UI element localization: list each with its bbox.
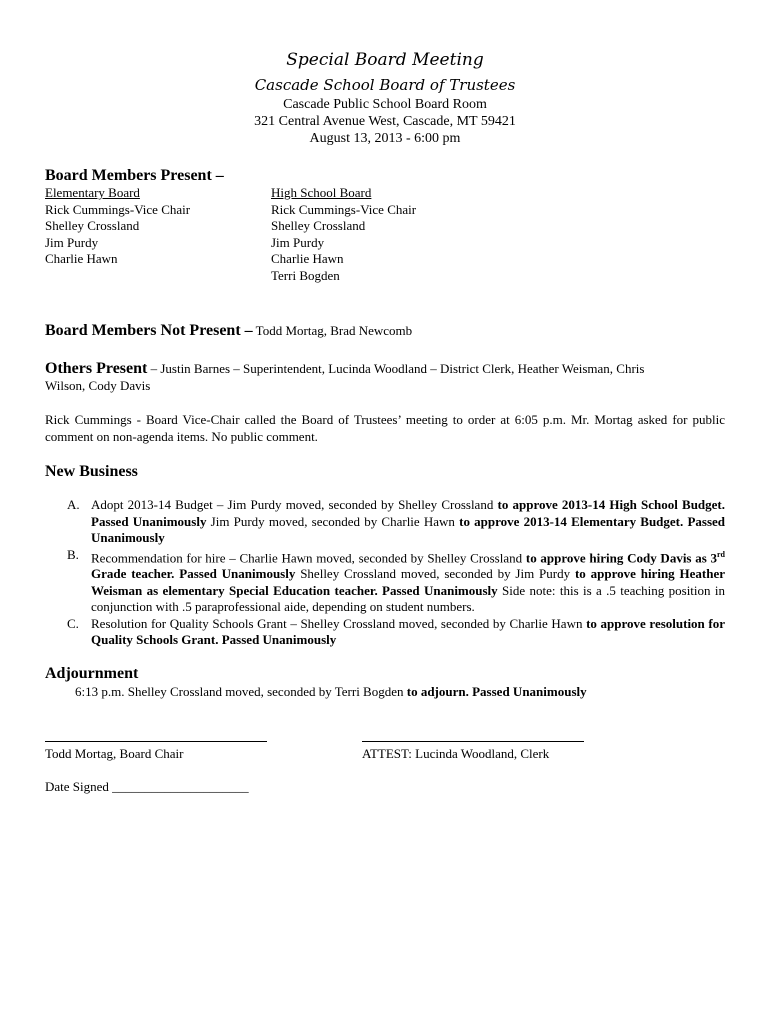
high-school-board-title: High School Board [271,185,372,200]
not-present-names: Todd Mortag, Brad Newcomb [252,323,413,338]
adjournment-text [75,684,587,701]
date-signed-field: Date Signed _____________________ [45,779,249,794]
item-text: Adopt 2013-14 Budget – Jim Purdy moved, seconded by Shelley Crossland [91,497,498,512]
item-letter: C. [67,615,79,631]
list-item: Rick Cummings-Vice Chair [271,201,417,217]
list-item: Charlie Hawn [271,251,344,266]
new-business-list [45,497,725,649]
list-item: Jim Purdy [45,234,99,250]
item-motion: to approve 2013-14 High School Budget. Passed Unanimously [91,497,726,529]
chair-signature-line [45,741,267,742]
call-to-order-paragraph: Rick Cummings - Board Vice-Chair called the Board of Trustees’ meeting to order at 6:05 p.m. Mr. Mortag asked for public comment on non-agenda items. No public comment. [45,412,725,444]
item-motion: to approve hiring Heather Weisman as elementary Special Education teacher. Passed Unanimously [91,566,725,598]
item-text: Side note: this is a .5 teaching position in conjunction with .5 paraprofessional aide, depending on student numbers. [91,582,725,615]
elementary-board-column [45,185,265,268]
item-letter: B. [67,546,79,562]
list-item [45,616,725,649]
meeting-address: 321 Central Avenue West, Cascade, MT 59421 [254,114,516,129]
item-text: Jim Purdy moved, seconded by Charlie Hawn [206,513,460,529]
list-item: Charlie Hawn [45,251,118,266]
clerk-signature-line [362,741,584,742]
meeting-datetime: August 13, 2013 - 6:00 pm [309,131,461,146]
list-item: Shelley Crossland [271,218,366,233]
adjournment-heading: Adjournment [45,665,139,682]
not-present-heading: Board Members Not Present – [45,322,253,339]
document-subtitle: Cascade School Board of Trustees [254,76,516,94]
item-motion: to approve resolution for Quality Schools Grant. Passed Unanimously [91,615,725,648]
item-motion: to approve 2013-14 Elementary Budget. Passed Unanimously [91,513,726,545]
new-business-heading: New Business [45,463,138,480]
clerk-signature-label: ATTEST: Lucinda Woodland, Clerk [362,746,550,761]
high-school-board-column [271,185,491,284]
adjournment-result: to adjourn. Passed Unanimously [406,684,587,699]
list-item: Rick Cummings-Vice Chair [45,201,191,217]
list-item: Terri Bogden [271,267,340,283]
others-present-block [45,360,735,395]
meeting-location: Cascade Public School Board Room [283,97,487,112]
chair-signature-label: Todd Mortag, Board Chair [45,746,184,761]
others-present-line2: Wilson, Cody Davis [45,378,151,393]
adjournment-motion: 6:13 p.m. Shelley Crossland moved, seconded by Terri Bogden [75,684,407,699]
item-letter: A. [67,497,80,512]
item-text: Resolution for Quality Schools Grant – Shelley Crossland moved, seconded by Charlie Hawn [91,615,587,631]
list-item: Jim Purdy [271,234,325,250]
others-present-heading: Others Present [45,360,148,377]
item-text: Recommendation for hire – Charlie Hawn moved, seconded by Shelley Crossland [91,549,526,565]
list-item: Shelley Crossland [45,218,140,233]
item-motion: Grade teacher. Passed Unanimously [91,566,296,582]
list-item [45,497,725,547]
item-superscript: rd [717,549,725,559]
elementary-board-title: Elementary Board [45,185,140,200]
item-text: Shelley Crossland moved, seconded by Jim Purdy [295,566,575,582]
item-motion: to approve hiring Cody Davis as 3 [525,549,717,565]
list-item [45,547,725,616]
others-present-line1: – Justin Barnes – Superintendent, Lucinda Woodland – District Clerk, Heather Weisman, Chris [147,361,645,376]
present-heading: Board Members Present – [45,167,224,184]
not-present-line [45,322,412,340]
document-title: Special Board Meeting [286,50,484,70]
